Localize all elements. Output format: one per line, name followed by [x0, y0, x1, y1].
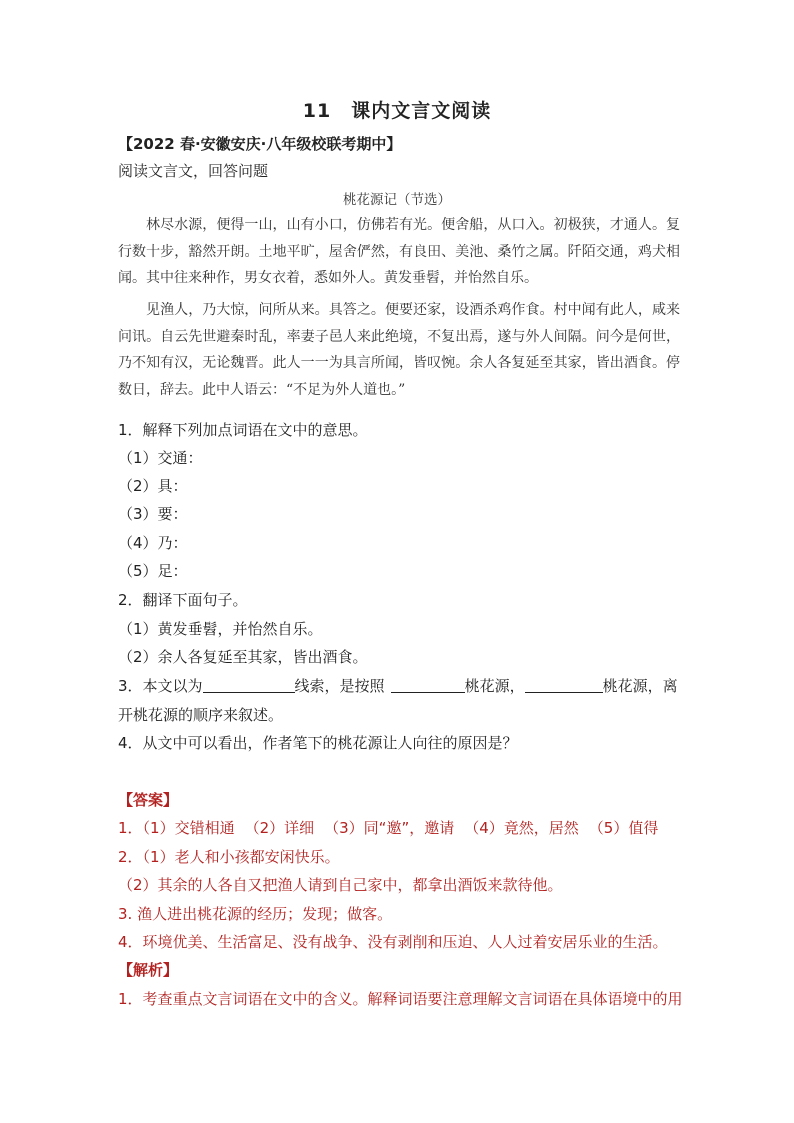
answer-1 [118, 817, 658, 838]
exam-source: 【2022 春·安徽安庆·八年级校联考期中】 [118, 135, 402, 153]
question-1: 1．解释下列加点词语在文中的意思。 [118, 421, 368, 439]
question-3-text: 线索，是按照 [294, 677, 385, 695]
answer-1-item: （5）值得 [588, 819, 659, 837]
answer-blank[interactable] [391, 678, 465, 693]
passage-paragraph-1 [118, 212, 680, 292]
answer-4: 4．环境优美、生活富足、没有战争、没有剥削和压迫、人人过着安居乐业的生活。 [118, 933, 668, 951]
passage-paragraph-2-text: 见渔人，乃大惊，问所从来。具答之。便要还家，设酒杀鸡作食。村中闻有此人，咸来问讯。自云先世避秦时乱，率妻子邑人来此绝境，不复出焉，遂与外人间隔。问今是何世，乃不知有汉，无论魏晋。此人一一为具言所闻，皆叹惋。余人各复延至其家，皆出酒食。停数日，辞去。此中人语云：“不足为外人道也。” [118, 302, 680, 398]
question-1-item: （5）足： [118, 562, 188, 580]
question-1-item: （1）交通： [118, 449, 203, 467]
reading-instruction: 阅读文言文，回答问题 [118, 162, 269, 180]
answer-2-part-2: （2）其余的人各自又把渔人请到自己家中，都拿出酒饭来款待他。 [118, 876, 563, 894]
page-title: 11 课内文言文阅读 [302, 100, 492, 122]
answer-1-number: 1． [118, 819, 143, 837]
answer-blank[interactable] [525, 678, 603, 693]
answer-1-item: （4）竟然，居然 [464, 819, 579, 837]
passage-paragraph-2 [118, 297, 680, 403]
question-1-item: （4）乃： [118, 534, 188, 552]
question-2-item: （2）余人各复延至其家，皆出酒食。 [118, 648, 368, 666]
answer-3: 3. 渔人进出桃花源的经历；发现；做客。 [118, 905, 393, 923]
answer-blank[interactable] [203, 678, 295, 693]
answer-heading: 【答案】 [118, 791, 179, 809]
question-3-text: 桃花源， [464, 677, 525, 695]
answer-1-item: （2）详细 [244, 819, 315, 837]
analysis-heading: 【解析】 [118, 961, 179, 979]
passage-paragraph-1-text: 林尽水源，便得一山，山有小口，仿佛若有光。便舍船，从口入。初极狭，才通人。复行数十步，豁然开朗。土地平旷，屋舍俨然，有良田、美池、桑竹之属。阡陌交通，鸡犬相闻。其中往来种作，男女衣着，悉如外人。黄发垂髫，并怡然自乐。 [118, 217, 680, 286]
question-3-continued: 开桃花源的顺序来叙述。 [118, 706, 284, 724]
question-3-text: 桃花源，离 [602, 677, 678, 695]
question-2: 2．翻译下面句子。 [118, 591, 248, 609]
question-4: 4．从文中可以看出，作者笔下的桃花源让人向往的原因是？ [118, 734, 518, 752]
question-1-item: （3）要： [118, 505, 188, 523]
analysis-1: 1．考查重点文言词语在文中的含义。解释词语要注意理解文言词语在具体语境中的用 [118, 990, 683, 1008]
passage-title: 桃花源记（节选） [343, 192, 451, 208]
question-1-item: （2）具： [118, 477, 188, 495]
answer-1-item: （3）同“邀”，邀请 [324, 819, 455, 837]
question-3 [118, 675, 678, 696]
answer-2-part-1: 2．（1）老人和小孩都安闲快乐。 [118, 848, 340, 866]
question-2-item: （1）黄发垂髫，并怡然自乐。 [118, 620, 323, 638]
answer-1-item: （1）交错相通 [142, 819, 235, 837]
question-3-text: 3．本文以为 [118, 677, 203, 695]
